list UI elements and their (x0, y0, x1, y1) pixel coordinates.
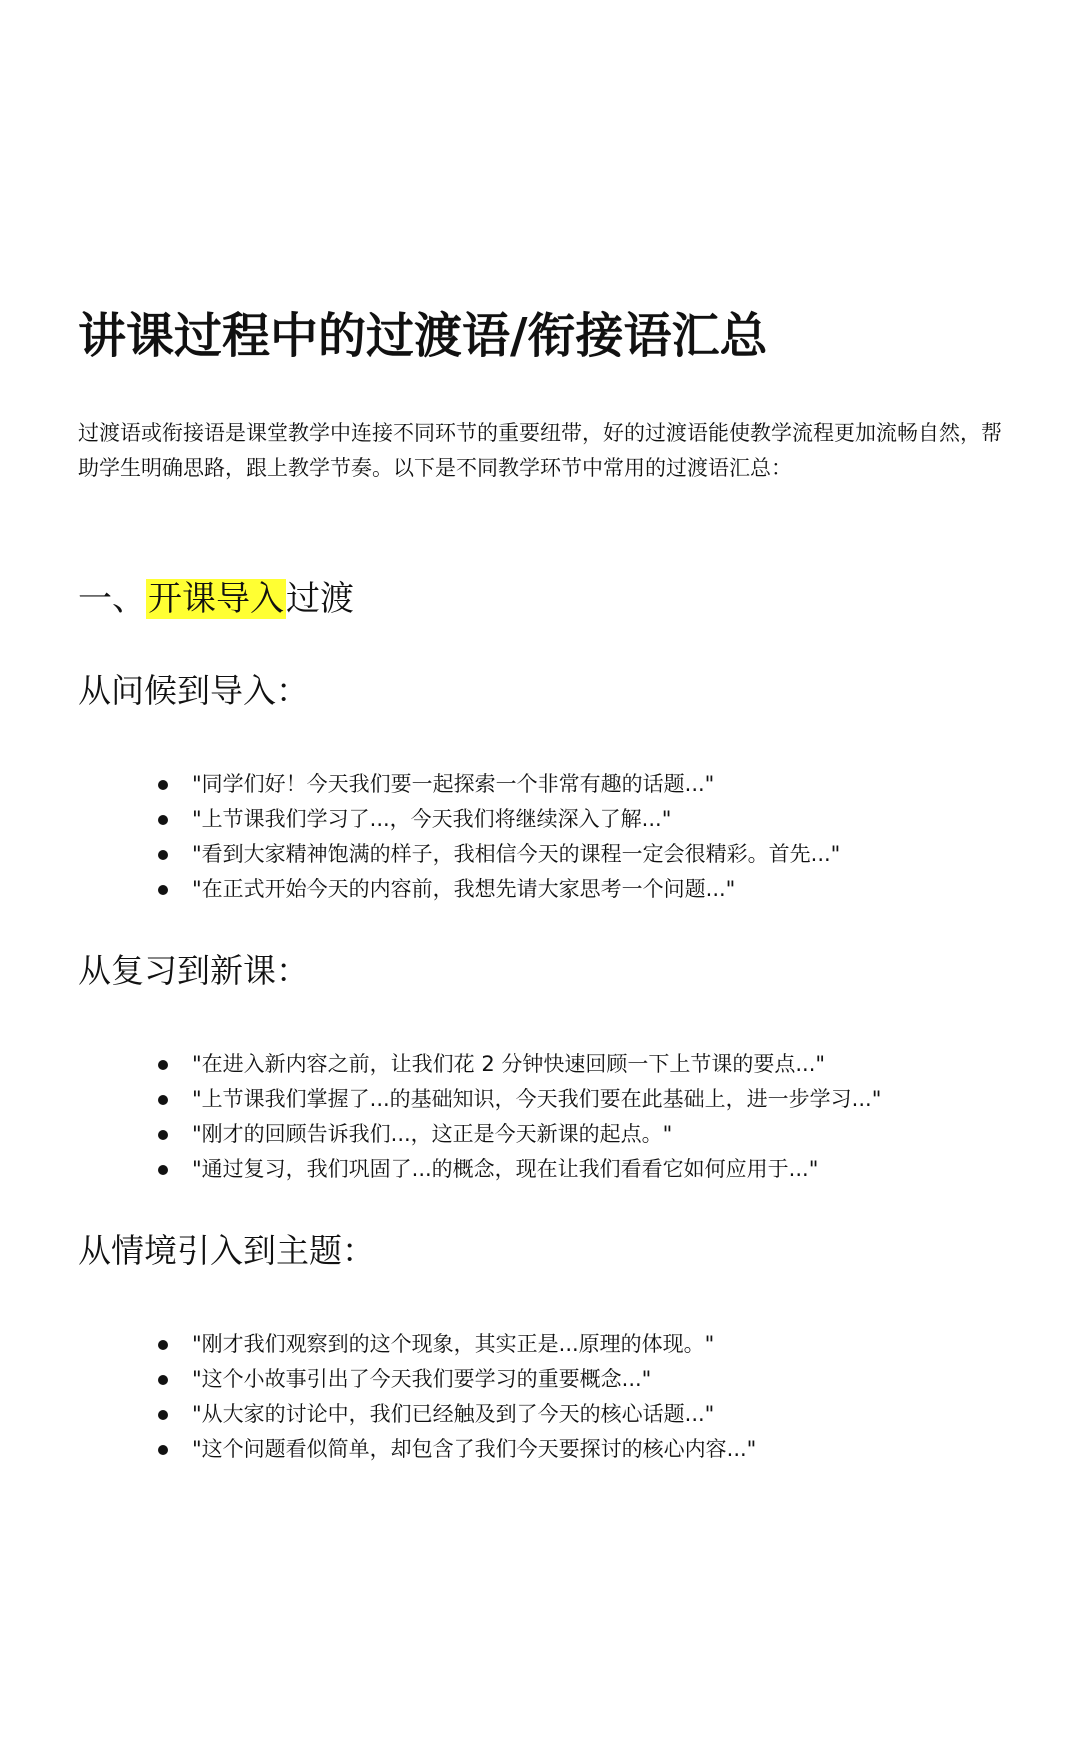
subsection-title: 从情境引入到主题： (78, 1231, 375, 1270)
section-heading-suffix: 过渡 (286, 579, 354, 619)
bullet-icon (158, 1445, 168, 1455)
bullet-icon (158, 1410, 168, 1420)
phrase-list (78, 767, 1018, 907)
bullet-icon (158, 1165, 168, 1175)
phrase-text: "上节课我们学习了...，今天我们将继续深入了解..." (192, 807, 672, 831)
subsection-title: 从问候到导入： (78, 671, 309, 710)
list-item (158, 1082, 1018, 1117)
intro-paragraph: 过渡语或衔接语是课堂教学中连接不同环节的重要纽带，好的过渡语能使教学流程更加流畅自然，帮助学生明确思路，跟上教学节奏。以下是不同教学环节中常用的过渡语汇总： (78, 421, 1002, 480)
phrase-text: "同学们好！今天我们要一起探索一个非常有趣的话题..." (192, 772, 715, 796)
document-page (78, 300, 1018, 1467)
list-item (158, 1432, 1018, 1467)
section-number: 一、 (78, 579, 146, 619)
phrase-text: "上节课我们掌握了...的基础知识，今天我们要在此基础上，进一步学习..." (192, 1087, 882, 1111)
bullet-icon (158, 885, 168, 895)
subsection-title: 从复习到新课： (78, 951, 309, 990)
list-item (158, 872, 1018, 907)
phrase-text: "刚才的回顾告诉我们...，这正是今天新课的起点。" (192, 1122, 673, 1146)
bullet-icon (158, 1060, 168, 1070)
list-item (158, 1362, 1018, 1397)
phrase-text: "刚才我们观察到的这个现象，其实正是...原理的体现。" (192, 1332, 715, 1356)
list-item (158, 1397, 1018, 1432)
list-item (158, 767, 1018, 802)
bullet-icon (158, 1375, 168, 1385)
list-item (158, 1047, 1018, 1082)
section-highlight: 开课导入 (148, 579, 284, 619)
list-item (158, 1327, 1018, 1362)
section-heading (78, 573, 1018, 625)
phrase-text: "看到大家精神饱满的样子，我相信今天的课程一定会很精彩。首先..." (192, 842, 841, 866)
list-item (158, 1117, 1018, 1152)
phrase-list (78, 1327, 1018, 1467)
list-item (158, 1152, 1018, 1187)
document-title: 讲课过程中的过渡语/衔接语汇总 (78, 308, 768, 364)
phrase-text: "在进入新内容之前，让我们花 2 分钟快速回顾一下上节课的要点..." (192, 1052, 826, 1076)
phrase-text: "这个小故事引出了今天我们要学习的重要概念..." (192, 1367, 652, 1391)
list-item (158, 802, 1018, 837)
phrase-list (78, 1047, 1018, 1187)
phrase-text: "在正式开始今天的内容前，我想先请大家思考一个问题..." (192, 877, 736, 901)
phrase-text: "通过复习，我们巩固了...的概念，现在让我们看看它如何应用于..." (192, 1157, 819, 1181)
bullet-icon (158, 1130, 168, 1140)
bullet-icon (158, 850, 168, 860)
phrase-text: "从大家的讨论中，我们已经触及到了今天的核心话题..." (192, 1402, 715, 1426)
bullet-icon (158, 1340, 168, 1350)
bullet-icon (158, 780, 168, 790)
phrase-text: "这个问题看似简单，却包含了我们今天要探讨的核心内容..." (192, 1437, 757, 1461)
bullet-icon (158, 815, 168, 825)
list-item (158, 837, 1018, 872)
bullet-icon (158, 1095, 168, 1105)
